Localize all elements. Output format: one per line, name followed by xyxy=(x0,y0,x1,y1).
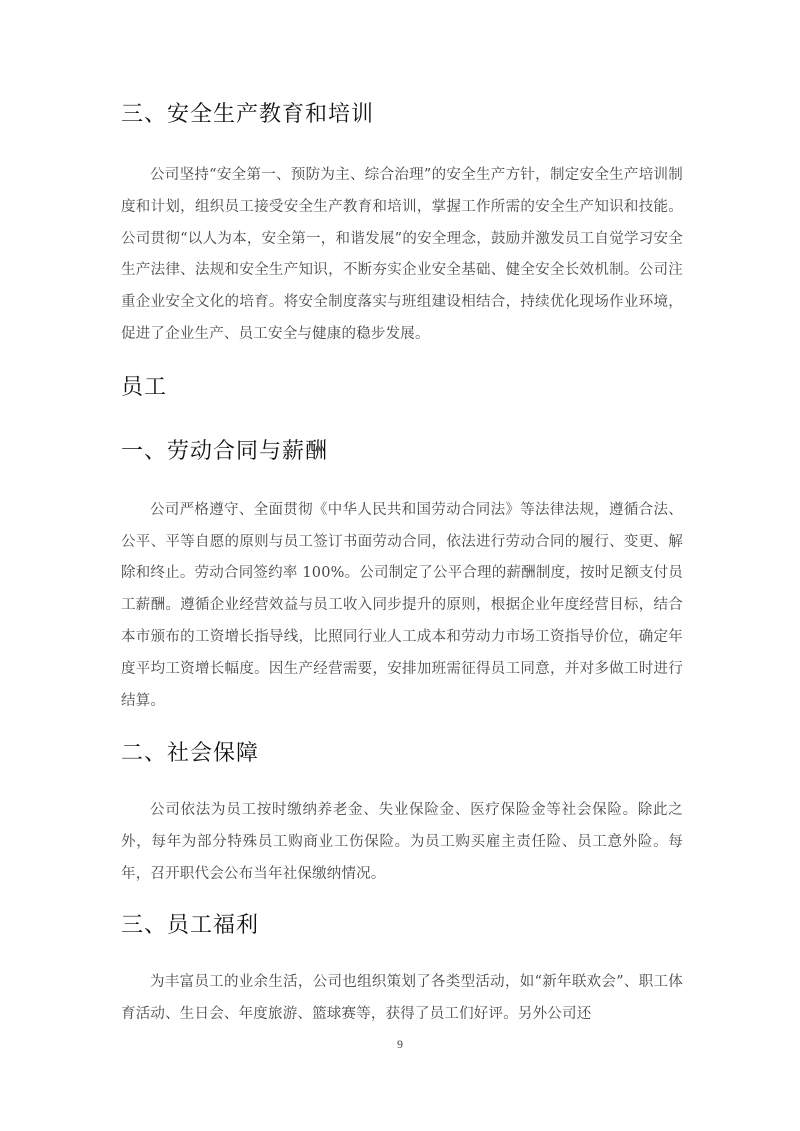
page-number: 9 xyxy=(397,1037,403,1051)
page-content xyxy=(121,100,683,1030)
paragraph-labor-contract: 公司严格遵守、全面贯彻《中华人民共和国劳动合同法》等法律法规，遵循合法、公平、平等自愿的原则与员工签订书面劳动合同，依法进行劳动合同的履行、变更、解除和终止。劳动合同签约率 100%。公司制定了公平合理的薪酬制度，按时足额支付员工薪酬。遵循企业经营效益与员工收入同步提升的原则，根据企业年度经营目标，结合本市颁布的工资增长指导线，比照同行业人工成本和劳动力市场工资指导价位，确定年度平均工资增长幅度。因生产经营需要，安排加班需征得员工同意，并对多做工时进行结算。 xyxy=(121,501,683,709)
section-heading-labor-contract: 一、劳动合同与薪酬 xyxy=(121,438,329,464)
chapter-heading-staff: 员工 xyxy=(121,374,168,400)
paragraph-welfare: 为丰富员工的业余生活，公司也组织策划了各类型活动，如“新年联欢会”、职工体育活动、生日会、年度旅游、篮球赛等，获得了员工们好评。另外公司还 xyxy=(121,973,683,1022)
section-heading-welfare: 三、员工福利 xyxy=(121,912,260,938)
paragraph-social-security: 公司依法为员工按时缴纳养老金、失业保险金、医疗保险金等社会保险。除此之外，每年为部分特殊员工购商业工伤保险。为员工购买雇主责任险、员工意外险。每年，召开职代会公布当年社保缴纳情况。 xyxy=(121,802,683,882)
section-heading-social-security: 二、社会保障 xyxy=(121,741,260,767)
paragraph-safety-training: 公司坚持“安全第一、预防为主、综合治理”的安全生产方针，制定安全生产培训制度和计划，组织员工接受安全生产教育和培训，掌握工作所需的安全生产知识和技能。公司贯彻“以人为本，安全第一，和谐发展”的安全理念，鼓励并激发员工自觉学习安全生产法律、法规和安全生产知识，不断夯实企业安全基础、健全安全长效机制。公司注重企业安全文化的培育。将安全制度落实与班组建设相结合，持续优化现场作业环境，促进了企业生产、员工安全与健康的稳步发展。 xyxy=(121,167,683,342)
section-heading-safety-training: 三、安全生产教育和培训 xyxy=(121,102,375,127)
